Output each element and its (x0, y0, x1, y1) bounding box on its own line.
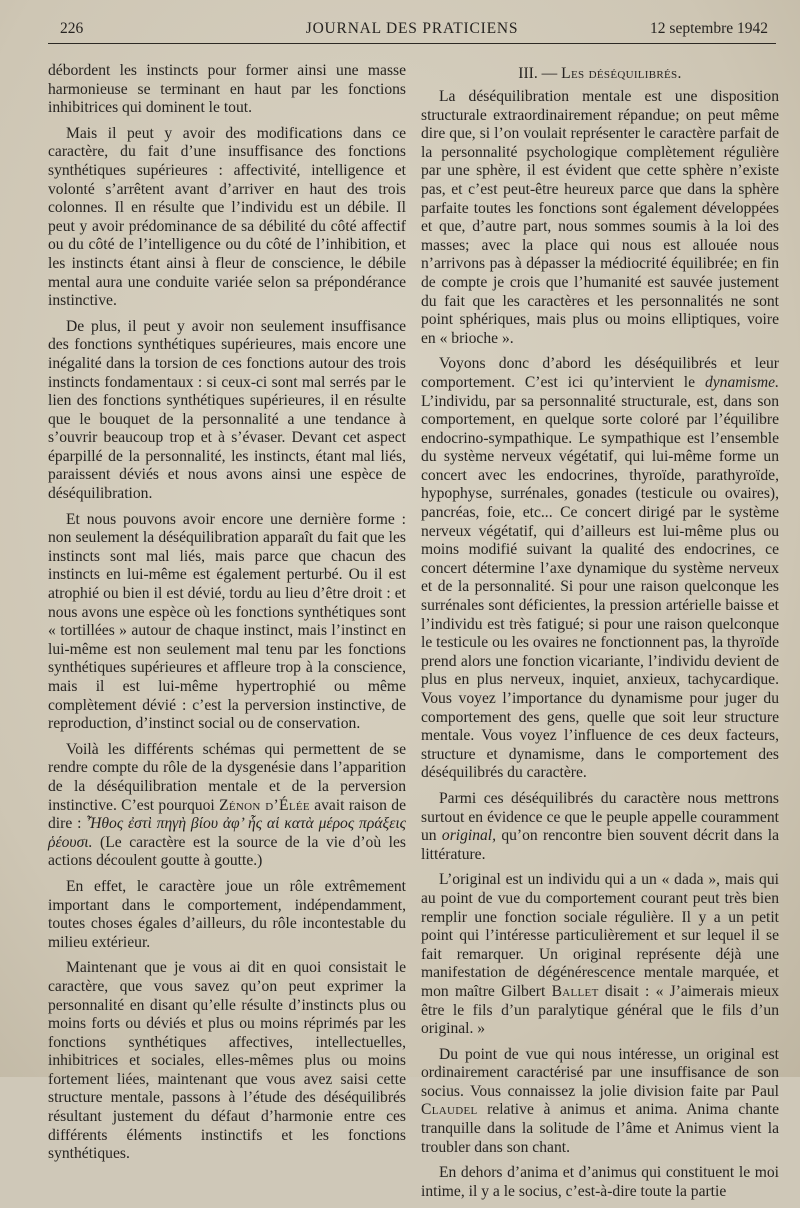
author-name: Ballet (551, 982, 599, 1000)
journal-title: JOURNAL DES PRATICIENS (305, 20, 519, 37)
paragraph (421, 355, 779, 783)
text-run: disait : « J’aimerais mieux être le fils d’un paralytique général que le fils d’un original. » (421, 982, 779, 1038)
text-run: Voyons donc d’abord les déséquilibrés et leur comportement. C’est ici qu’intervient le (421, 355, 779, 391)
paragraph: Et nous pouvons avoir encore une dernière forme : non seulement la déséquilibration apparaît du fait que les instincts sont mal liés, mais parce que chacun des instincts en lui-même est également perturbé. Ou il est atrophié ou bien il est dévié, tordu au lieu d’être droit : et nous avons une espèce où les fonctions synthétiques sont « tortillées » autour de chaque instinct, mais l’instinct en lui-même est non seulement mal tenu par les fonctions synthétiques supérieures et affleure trop à la conscience, mais il est lui-même hypertrophié ou même complètement dévié : c’est la perversion instinctive, de reproduction, d’instinct social ou de conservation. (48, 510, 406, 733)
text-run: L’original est un individu qui a un « dada », mais qui au point de vue du comportement courant peut très bien remplir une fonction sociale régulière. Il y a un petit point qui l’intéresse particulièrement et sur lequel il se fait remarquer. Un original représente déjà une manifestation de dégénérescence mentale marquée, et mon maître Gilbert (421, 871, 779, 1000)
paragraph (48, 741, 406, 871)
author-name: Claudel (421, 1101, 478, 1119)
paragraph (421, 871, 779, 1038)
paragraph: La déséquilibration mentale est une disposition structurale extraordinairement répandue; on peut même dire que, si l’on voulait représenter le caractère parfait de la personnalité psychologique complètement régulière par une sphère, il est évident que cette sphère n’existe pas, et c’est peut-être heureux parce que dans la sphère parfaite toutes les fonctions sont également développées et que, d’autre part, nous sommes soumis à la loi des masses; avec la place qui nous est allouée nous n’arrivons pas à dépasser la médiocrité équilibrée; en fin de compte je crois que l’humanité est sauvée justement du fait que les caractères et les personnalités ne sont point sphériques, mais plus ou moins elliptiques, voire en « brioche ». (421, 88, 779, 347)
page-number: 226 (60, 20, 84, 37)
paragraph: Maintenant que je vous ai dit en quoi consistait le caractère, que vous savez qu’on peut exprimer la personnalité en disant qu’elle résulte d’instincts plus ou moins forts ou déviés et plus ou moins réprimés par les fonctions synthétiques affectives, intellectuelles, inhibitrices et sociales, elles-mêmes plus ou moins fortement liées, maintenant que vous avez saisi cette structure mentale, passons à l’étude des déséquilibrés résultant justement du défaut d’harmonie entre ces différents éléments instinctifs et les fonctions synthétiques. (48, 959, 406, 1163)
text-run: Du point de vue qui nous intéresse, un original est ordinairement caractérisé par une insuffisance de son socius. Vous connaissez la jolie division faite par Paul (421, 1045, 779, 1100)
text-run: relative à animus et anima. Anima chante tranquille dans la solitude de l’âme et Animus vient la troubler dans son chant. (421, 1101, 779, 1156)
page-header (48, 14, 776, 44)
issue-date: 12 septembre 1942 (650, 20, 768, 37)
text-run: avait raison de dire : (48, 796, 406, 833)
emphasis: dynamisme. (704, 373, 779, 391)
text-run: (Le caractère est la source de la vie d’où les actions découlent goutte à goutte.) (48, 833, 406, 870)
header-rule (48, 43, 776, 44)
text-run: L’individu, par sa personnalité structurale, est, dans son comportement, en quelque sorte coloré par l’équilibre endocrino-sympathique. Le sympathique est l’ensemble du système nerveux végétatif, qui lui-même forme un concert avec les endocrines, thyroïde, parathyroïde, hypophyse, surrénales, gonades (testicule ou ovaires), pancréas, foie, etc... Ce concert dirigé par le système nerveux végétatif, qui d’ailleurs est lui-même plus ou moins modifié suivant la qualité des endocrines, ce concert détermine l’axe dynamique du système nerveux et de la personnalité. Si pour une raison quelconque les surrénales sont déficientes, la pression artérielle baisse et l’individu est très fatigué; si pour une raison quelconque le testicule ou les ovaires ne fonctionnent pas, la thyroïde prend alors une fonction vicariante, l’individu devient de plus en plus nerveux, inquiet, anxieux, tachycardique. Vous voyez l’importance du dynamisme pour juger du comportement des gens, quelle que soit leur structure mentale. Vous voyez l’influence de ces deux facteurs, structure et dynamisme, dans le comportement des déséquilibrés du caractère. (421, 392, 779, 782)
left-column (48, 62, 406, 1171)
paragraph (421, 1046, 779, 1158)
text-run: Voilà les différents schémas qui permettent de se rendre compte du rôle de la dysgenésie dans l’apparition de la déséquilibration mentale et de la perversion instinctive. C’est pourquoi (48, 740, 406, 814)
paragraph: En dehors d’anima et d’animus qui constituent le moi intime, il y a le socius, c’est-à-dire toute la partie (421, 1164, 779, 1200)
right-column (421, 64, 779, 1208)
paragraph (421, 790, 779, 864)
section-number: III. — (518, 65, 562, 82)
text-run: Parmi ces déséquilibrés du caractère nous mettrons surtout en évidence ce que le peuple appelle couramment un (421, 789, 779, 845)
section-title: Les déséquilibrés. (561, 65, 682, 82)
author-name: Zénon d’Élée (219, 796, 310, 814)
section-heading (421, 64, 779, 84)
emphasis: original, (441, 827, 497, 845)
paragraph: débordent les instincts pour former ainsi une masse harmonieuse se terminant en haut par les fonctions inhibitrices qui dominent le tout. (48, 62, 406, 117)
greek-quotation: Ἦθος ἐστὶ πηγὴ βίου ἀφ’ ἧς αἱ κατὰ μέρος πράξεις ῥέουσι. (48, 815, 406, 851)
paragraph: De plus, il peut y avoir non seulement insuffisance des fonctions synthétiques supérieures, mais encore une inégalité dans la torsion de ces fonctions autour des trois instincts fondamentaux : si ceux-ci sont mal serrés par le lien des fonctions synthétiques supérieures, il en résulte que le bouquet de la personnalité a une tendance à s’ouvrir beaucoup trop et à s’évaser. Devant cet aspect éparpillé de la personnalité, les instincts, étant mal liés, paraissent déviés et nous avons ainsi une espèce de déséquilibration. (48, 317, 406, 503)
paragraph: Mais il peut y avoir des modifications dans ce caractère, du fait d’une insuffisance des fonctions synthétiques supérieures : affectivité, intelligence et volonté s’arrêtent avant d’arriver en haut des trois colonnes. Il en résulte que l’individu est un débile. Il peut y avoir prédominance de sa débilité du côté affectif ou du côté de l’intelligence ou du côté de l’inhibition, et les instincts étant ainsi à fleur de conscience, le débile mental aura une conduite variée selon sa prépondérance instinctive. (48, 124, 406, 310)
text-run: qu’on rencontre bien souvent décrit dans la littérature. (421, 827, 780, 863)
paragraph: En effet, le caractère joue un rôle extrêmement important dans le comportement, indépendamment, toutes choses égales d’ailleurs, du rôle incontestable du milieu extérieur. (48, 877, 406, 951)
